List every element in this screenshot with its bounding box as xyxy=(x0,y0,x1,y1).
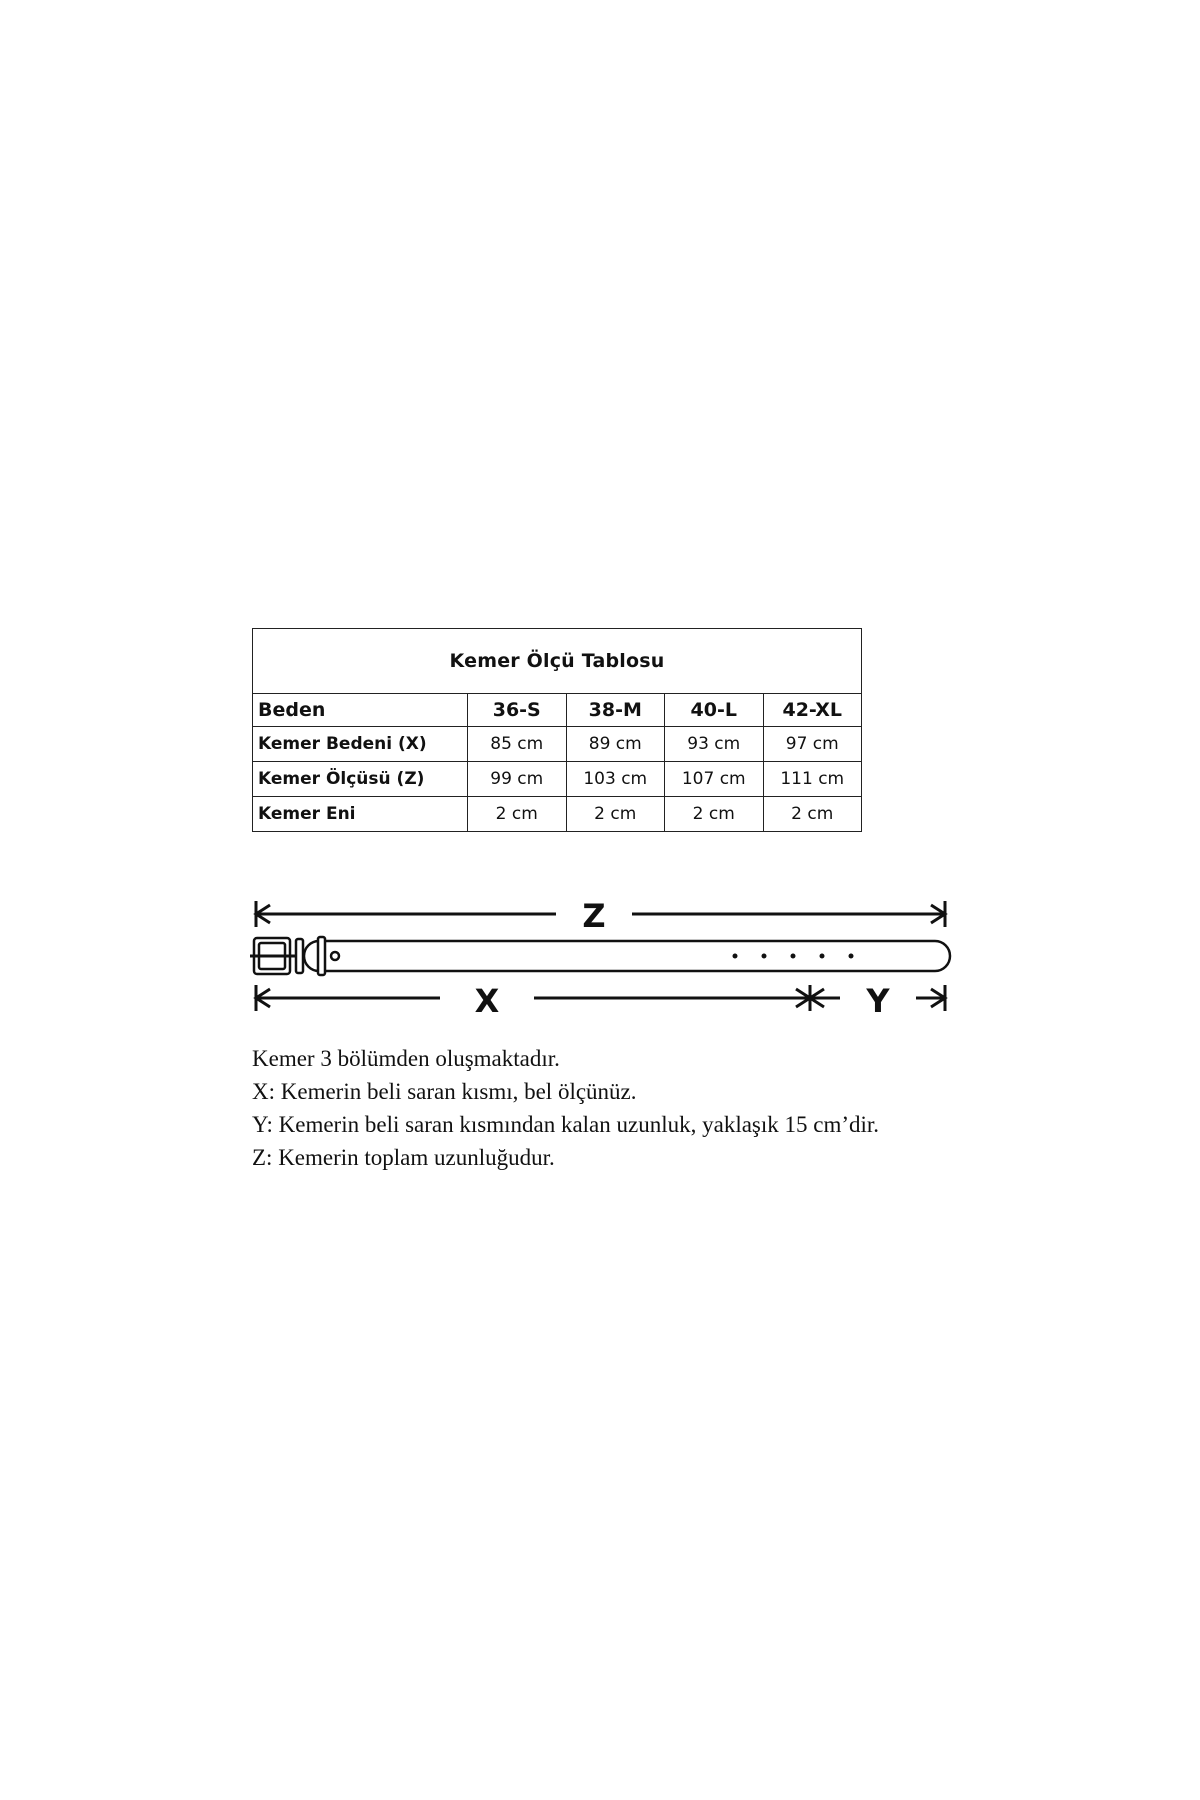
table-cell: 2 cm xyxy=(468,797,567,832)
table-cell: 85 cm xyxy=(468,727,567,762)
table-title-row xyxy=(253,629,862,694)
note-line: Y: Kemerin beli saran kısmından kalan uzunluk, yaklaşık 15 cm’dir. xyxy=(252,1112,880,1137)
note-line: X: Kemerin beli saran kısmı, bel ölçünüz. xyxy=(252,1079,637,1104)
table-header-row xyxy=(253,694,862,727)
size-header: 38-M xyxy=(566,694,665,727)
row-label: Kemer Ölçüsü (Z) xyxy=(253,762,468,797)
table-title: Kemer Ölçü Tablosu xyxy=(253,629,862,694)
z-label: Z xyxy=(582,897,606,935)
table-cell: 107 cm xyxy=(665,762,764,797)
size-table xyxy=(252,628,862,832)
size-header: 36-S xyxy=(468,694,567,727)
table-cell: 93 cm xyxy=(665,727,764,762)
belt-diagram xyxy=(244,895,964,1030)
note-line: Z: Kemerin toplam uzunluğudur. xyxy=(252,1145,555,1170)
note-line: Kemer 3 bölümden oluşmaktadır. xyxy=(252,1046,560,1071)
table-cell: 103 cm xyxy=(566,762,665,797)
notes xyxy=(252,1042,1152,1174)
table-row xyxy=(253,797,862,832)
y-label: Y xyxy=(866,982,890,1020)
header-label: Beden xyxy=(253,694,468,727)
belt-loop-icon xyxy=(318,937,325,975)
table-row xyxy=(253,762,862,797)
table-cell: 2 cm xyxy=(665,797,764,832)
size-header: 40-L xyxy=(665,694,764,727)
table-cell: 99 cm xyxy=(468,762,567,797)
x-dimension-line xyxy=(256,985,810,1011)
table-cell: 89 cm xyxy=(566,727,665,762)
table-cell: 111 cm xyxy=(763,762,862,797)
table-row xyxy=(253,727,862,762)
row-label: Kemer Eni xyxy=(253,797,468,832)
table-cell: 2 cm xyxy=(763,797,862,832)
table-cell: 2 cm xyxy=(566,797,665,832)
size-header: 42-XL xyxy=(763,694,862,727)
table-cell: 97 cm xyxy=(763,727,862,762)
row-label: Kemer Bedeni (X) xyxy=(253,727,468,762)
belt-illustration xyxy=(250,937,950,975)
x-label: X xyxy=(474,982,500,1020)
